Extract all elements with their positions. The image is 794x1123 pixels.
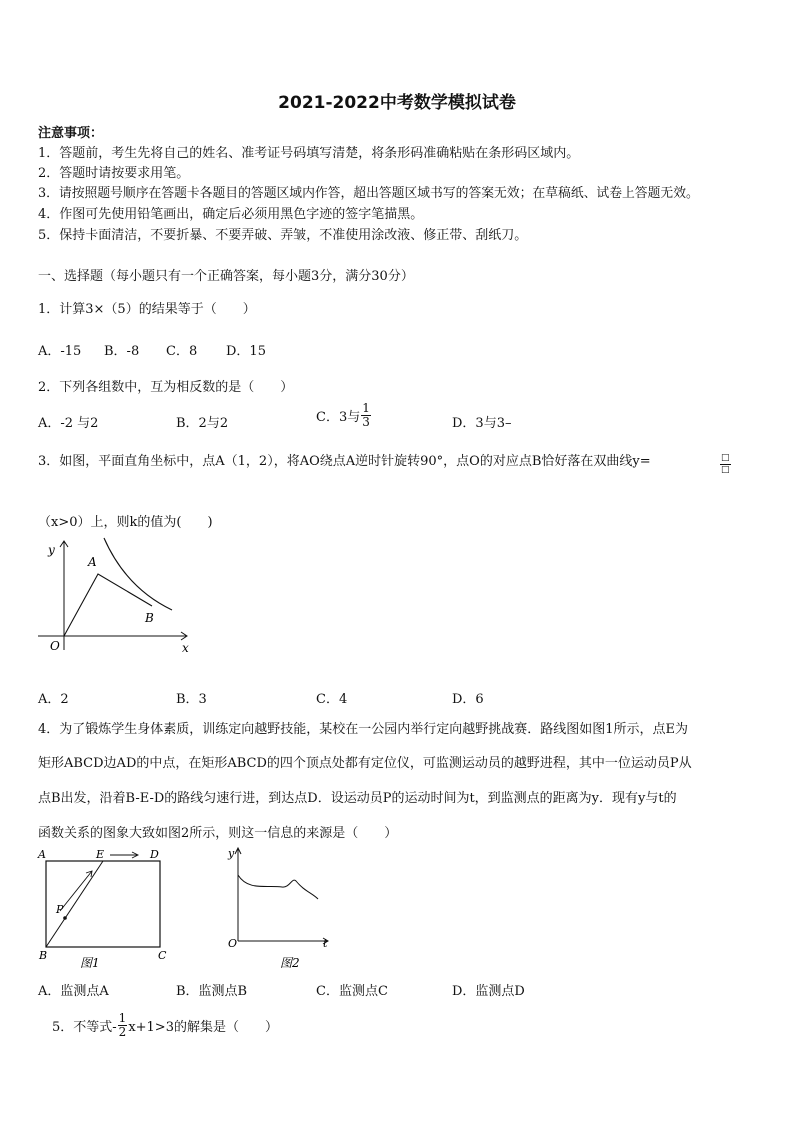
label-y: y xyxy=(48,543,55,557)
section-heading: 一、选择题（每小题只有一个正确答案，每小题3分，满分30分） xyxy=(38,269,414,284)
q5-suffix: x+1>3的解集是（ ） xyxy=(128,1020,278,1035)
question-4-line: 函数关系的图象大致如图2所示，则这一信息的来源是（ ） xyxy=(38,826,398,841)
fraction xyxy=(118,1012,128,1039)
path-arrow xyxy=(60,871,92,911)
segment-be xyxy=(46,861,103,947)
question-4-line: 点B出发，沿着B-E-D的路线匀速行进，到达点D．设运动员P的运动时间为t，到监测点的距离为y．现有y与t的 xyxy=(38,791,677,806)
fraction-numerator: 1 xyxy=(118,1011,127,1025)
q4-option-a[interactable]: A．监测点A xyxy=(38,984,109,999)
q1-option-b[interactable]: B．-8 xyxy=(104,344,140,359)
q4-figure-2 xyxy=(222,843,342,973)
segment-oab xyxy=(64,574,152,636)
q3-figure xyxy=(34,536,194,656)
fraction xyxy=(720,453,731,476)
q2-option-c[interactable] xyxy=(316,402,372,429)
q4-option-d[interactable]: D．监测点D xyxy=(452,984,525,999)
fraction-numerator: 1 xyxy=(362,401,370,415)
q2-option-c-label: C．3与 xyxy=(316,410,361,425)
notice-item: 4．作图可先使用铅笔画出，确定后必须用黑色字迹的签字笔描黑。 xyxy=(38,207,424,222)
q4-figure-1 xyxy=(34,843,184,973)
label-a: A xyxy=(38,848,46,861)
point-p xyxy=(63,916,67,920)
notice-heading: 注意事项： xyxy=(38,126,104,141)
question-2-stem: 2．下列各组数中，互为相反数的是（ ） xyxy=(38,380,294,395)
label-t: t xyxy=(323,937,328,950)
notice-item: 2．答题时请按要求用笔。 xyxy=(38,166,190,181)
q5-prefix: 5．不等式- xyxy=(52,1020,117,1035)
q3-option-d[interactable]: D．6 xyxy=(452,692,484,707)
figure-1-caption: 图1 xyxy=(80,956,100,970)
label-e: E xyxy=(96,848,105,861)
fraction-denominator: 3 xyxy=(362,415,370,429)
label-y: y xyxy=(228,847,235,860)
notice-item: 1．答题前，考生先将自己的姓名、准考证号码填写清楚，将条形码准确粘贴在条形码区域内。 xyxy=(38,146,580,161)
q3-option-a[interactable]: A．2 xyxy=(38,692,69,707)
label-x: x xyxy=(182,641,189,655)
label-p: P xyxy=(56,903,64,916)
question-3-stem: 3．如图，平面直角坐标中，点A（1，2），将AO绕点A逆时针旋转90°，点O的对应点B恰好落在双曲线y= xyxy=(38,454,651,469)
label-o: O xyxy=(50,639,60,653)
label-c: C xyxy=(158,949,167,962)
q2-option-d[interactable]: D．3与3– xyxy=(452,416,512,431)
q2-option-b[interactable]: B．2与2 xyxy=(176,416,229,431)
notice-item: 5．保持卡面清洁，不要折暴、不要弄破、弄皱，不准使用涂改液、修正带、刮纸刀。 xyxy=(38,228,528,243)
q1-option-a[interactable]: A．-15 xyxy=(38,344,82,359)
label-d: D xyxy=(150,848,159,861)
fraction-numerator: □ xyxy=(721,453,730,463)
label-o: O xyxy=(228,937,238,950)
q1-option-c[interactable]: C．8 xyxy=(166,344,198,359)
q3-option-c[interactable]: C．4 xyxy=(316,692,348,707)
page-title: 2021-2022中考数学模拟试卷 xyxy=(278,93,516,113)
question-4-line: 4．为了锻炼学生身体素质，训练定向越野技能，某校在一公园内举行定向越野挑战赛．路线图如图1所示，点E为 xyxy=(38,722,689,737)
q4-option-c[interactable]: C．监测点C xyxy=(316,984,388,999)
q2-option-a[interactable]: A．-2 与2 xyxy=(38,416,99,431)
fraction-denominator: □ xyxy=(721,465,730,475)
figure-2-caption: 图2 xyxy=(280,956,300,970)
hyperbola-fraction xyxy=(719,453,732,476)
question-5-stem xyxy=(52,1012,278,1039)
question-3-stem-continued: （x>0）上，则k的值为( ) xyxy=(38,515,213,530)
q1-option-d[interactable]: D．15 xyxy=(226,344,266,359)
q4-option-b[interactable]: B．监测点B xyxy=(176,984,248,999)
q3-option-b[interactable]: B．3 xyxy=(176,692,207,707)
label-a: A xyxy=(88,555,97,569)
fraction-denominator: 2 xyxy=(118,1025,127,1039)
label-b: B xyxy=(145,611,154,625)
label-b: B xyxy=(39,949,48,962)
fraction xyxy=(361,402,371,429)
notice-item: 3．请按照题号顺序在答题卡各题目的答题区域内作答，超出答题区域书写的答案无效；在草稿纸、试卷上答题无效。 xyxy=(38,186,699,201)
question-1-stem: 1．计算3×（5）的结果等于（ ） xyxy=(38,302,256,317)
function-curve xyxy=(238,875,318,899)
hyperbola-curve xyxy=(104,538,172,610)
question-4-line: 矩形ABCD边AD的中点，在矩形ABCD的四个顶点处都有定位仪，可监测运动员的越野进程，其中一位运动员P从 xyxy=(38,756,692,771)
